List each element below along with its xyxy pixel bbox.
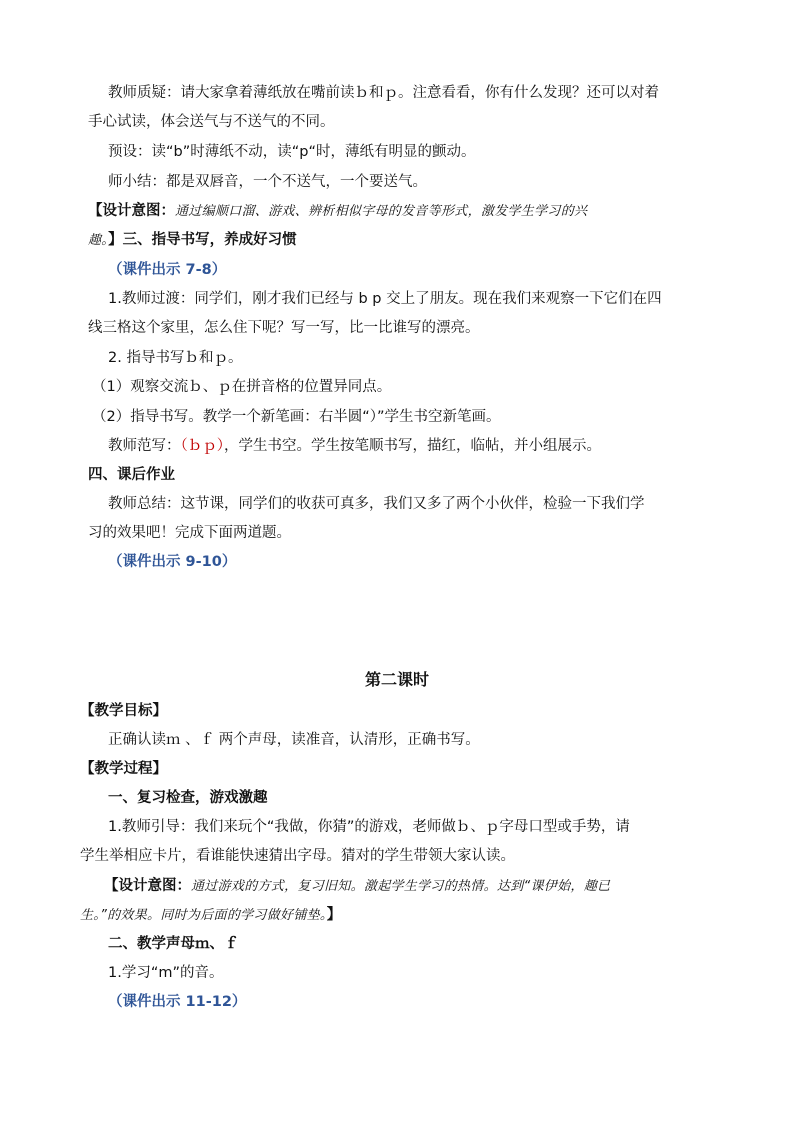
design-intent-line xyxy=(104,875,610,898)
section-heading: 四、课后作业 xyxy=(88,467,175,483)
paragraph-line: 2. 指导书写ｂ和ｐ。 xyxy=(108,350,243,366)
design-intent-label: 【设计意图： xyxy=(88,203,175,219)
design-intent-text: 通过编顺口溜、游戏、辨析相似字母的发音等形式，激发学生学习的兴 xyxy=(175,204,588,219)
paragraph-line: （2）指导书写。教学一个新笔画：右半圆“）”学生书空新笔画。 xyxy=(92,409,501,425)
section-heading: 一、复习检查，游戏激趣 xyxy=(108,790,268,806)
design-intent-close: 】 xyxy=(326,907,342,923)
demo-line xyxy=(108,435,601,457)
paragraph-line: 教师总结：这节课，同学们的收获可真多，我们又多了两个小伙伴，检验一下我们学 xyxy=(108,496,645,512)
lesson-title: 第二课时 xyxy=(364,670,429,689)
section-heading: 】三、指导书写，养成好习惯 xyxy=(108,232,297,248)
demo-suffix: ，学生书空。学生按笔顺书写，描红，临帖，并小组展示。 xyxy=(224,438,601,454)
courseware-note: （课件出示 9-10） xyxy=(108,554,237,570)
paragraph-line: 手心试读，体会送气与不送气的不同。 xyxy=(88,114,335,130)
design-intent-line xyxy=(80,904,341,927)
design-intent-text: 生。”的效果。同时为后面的学习做好铺垫。 xyxy=(80,908,327,923)
paragraph-line: 正确认读ｍ 、ｆ 两个声母，读准音，认清形，正确书写。 xyxy=(108,732,480,748)
demo-letters: （ｂｐ） xyxy=(180,438,224,454)
design-intent-text: 通过游戏的方式，复习旧知。激起学生学习的热情。达到“课伊始，趣已 xyxy=(191,879,611,894)
process-heading: 【教学过程】 xyxy=(80,761,167,777)
design-intent-line xyxy=(88,200,587,223)
paragraph-line: 师小结：都是双唇音，一个不送气，一个要送气。 xyxy=(108,174,427,190)
paragraph-line: （1）观察交流ｂ、ｐ在拼音格的位置异同点。 xyxy=(92,379,392,395)
section-heading: 二、教学声母ｍ、ｆ xyxy=(108,936,239,952)
paragraph-line: 1.学习“m”的音。 xyxy=(108,965,224,981)
paragraph-line: 1.教师过渡：同学们，刚才我们已经与 b p 交上了朋友。现在我们来观察一下它们在四 xyxy=(108,291,662,307)
paragraph-line: 学生举相应卡片，看谁能快速猜出字母。猜对的学生带领大家认读。 xyxy=(80,848,515,864)
design-intent-label: 【设计意图： xyxy=(104,878,191,894)
paragraph-line: 习的效果吧！完成下面两道题。 xyxy=(88,525,291,541)
design-intent-text: 趣。 xyxy=(88,233,109,248)
paragraph-line: 线三格这个家里，怎么住下呢？写一写，比一比谁写的漂亮。 xyxy=(88,320,480,336)
paragraph-line: 预设：读“b”时薄纸不动，读“p“时，薄纸有明显的颤动。 xyxy=(108,144,476,160)
courseware-note: （课件出示 7-8） xyxy=(108,262,227,278)
paragraph-line: 1.教师引导：我们来玩个“我做，你猜”的游戏，老师做ｂ、ｐ字母口型或手势，请 xyxy=(108,819,630,835)
courseware-note: （课件出示 11-12） xyxy=(108,994,247,1010)
demo-prefix: 教师范写： xyxy=(108,438,181,454)
paragraph-line: 教师质疑：请大家拿着薄纸放在嘴前读ｂ和ｐ。注意看看，你有什么发现？还可以对着 xyxy=(108,85,659,101)
goal-heading: 【教学目标】 xyxy=(80,703,167,719)
design-intent-line xyxy=(88,229,297,252)
